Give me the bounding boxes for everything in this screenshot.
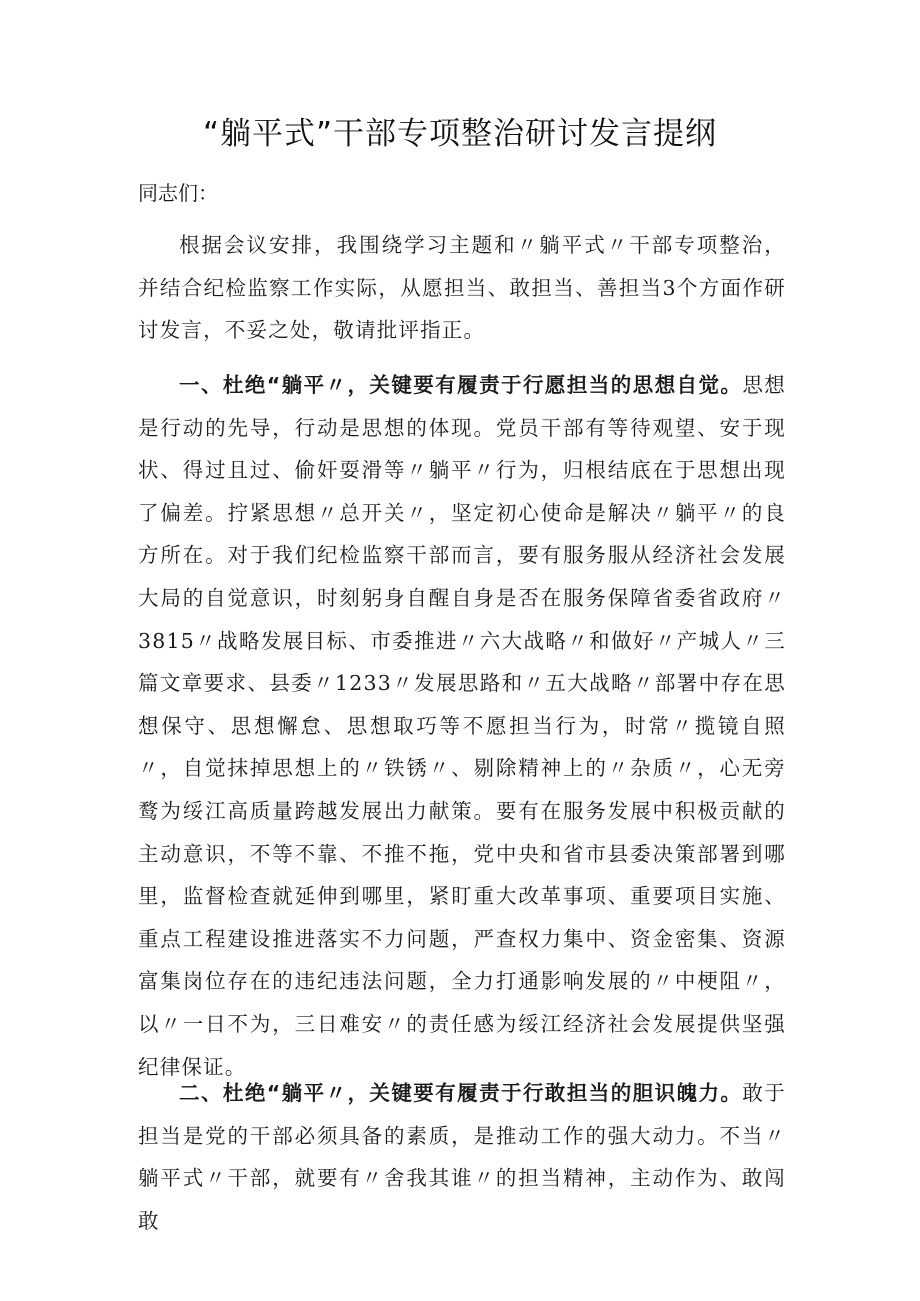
section-2-heading: 二、杜绝“躺平〃，关键要有履责于行敢担当的胆识魄力。 bbox=[179, 1081, 743, 1105]
section-1-heading: 一、杜绝“躺平〃，关键要有履责于行愿担当的思想自觉。 bbox=[179, 373, 743, 397]
section-1-paragraph bbox=[138, 364, 786, 1088]
section-2-body: 敢于担当是党的干部必须具备的素质，是推动工作的强大动力。不当〃躺平式〃干部，就要有〃舍我其谁〃的担当精神，主动作为、敢闯敢 bbox=[138, 1081, 786, 1233]
document-title: “躺平式”干部专项整治研讨发言提纲 bbox=[202, 116, 718, 152]
section-2-paragraph bbox=[138, 1072, 786, 1242]
section-1-body: 思想是行动的先导，行动是思想的体现。党员干部有等待观望、安于现状、得过且过、偷奸耍滑等〃躺平〃行为，归根结底在于思想出现了偏差。拧紧思想〃总开关〃，坚定初心使命是解决〃躺平〃的良方所在。对于我们纪检监察干部而言，要有服务服从经济社会发展大局的自觉意识，时刻躬身自醒自身是否在服务保障省委省政府〃3815〃战略发展目标、市委推进〃六大战略〃和做好〃产城人〃三篇文章要求、县委〃1233〃发展思路和〃五大战略〃部署中存在思想保守、思想懈怠、思想取巧等不愿担当行为，时常〃揽镜自照〃，自觉抹掉思想上的〃铁锈〃、剔除精神上的〃杂质〃，心无旁鹜为绥江高质量跨越发展出力献策。要有在服务发展中积极贡献的主动意识，不等不靠、不推不拖，党中央和省市县委决策部署到哪里，监督检查就延伸到哪里，紧盯重大改革事项、重要项目实施、重点工程建设推进落实不力问题，严查权力集中、资金密集、资源富集岗位存在的违纪违法问题，全力打通影响发展的〃中梗阻〃，以〃一日不为，三日难安〃的责任感为绥江经济社会发展提供坚强纪律保证。 bbox=[138, 373, 786, 1079]
intro-paragraph: 根据会议安排，我围绕学习主题和〃躺平式〃干部专项整治，并结合纪检监察工作实际，从愿担当、敢担当、善担当3个方面作研讨发言，不妥之处，敬请批评指正。 bbox=[138, 233, 786, 343]
salutation: 同志们： bbox=[138, 181, 218, 205]
